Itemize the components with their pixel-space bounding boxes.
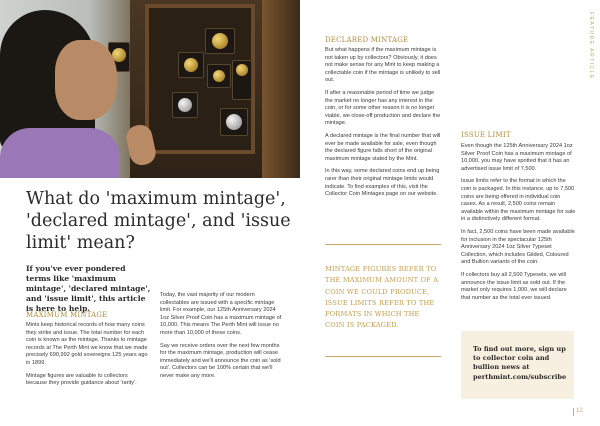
paragraph: Issue limits refer to the format in which the coin is packaged. In this instance, up to 7,500 coins are being offered in individual coin cases. As a result, 2,500 coins remain available within the maximum mintage for sale in a distinctively different format. (461, 178, 576, 223)
column-1 (26, 322, 148, 393)
section-heading-issue-limit: ISSUE LIMIT (461, 131, 511, 139)
article-intro: If you've ever pondered terms like 'maximum mintage', 'declared mintage', and 'issue limit', this article is here to help. (26, 264, 151, 313)
silver-coin (226, 114, 242, 130)
pull-quote: MINTAGE FIGURES REFER TO THE MAXIMUM AMOUNT OF A COIN WE COULD PRODUCE, ISSUE LIMITS REFER TO THE FORMATS IN WHICH THE COIN IS PACKAGED. (325, 265, 439, 330)
gold-coin (184, 58, 198, 72)
paragraph: If after a reasonable period of time we judge the market no longer has any interest in the coin, or for some other reason it is no longer viable, we close-off production and declare the mintage. (325, 89, 441, 127)
section-heading-declared-mintage: DECLARED MINTAGE (325, 36, 409, 44)
paragraph: Even though the 125th Anniversary 2024 1oz Silver Proof Coin has a maximum mintage of 10,000, you may have spotted that it has an advertised issue limit of 7,500. (461, 143, 573, 172)
gold-coin (236, 64, 248, 76)
paragraph: In this way, some declared coins end up being rarer than their original mintage limits would indicate. To find examples of this, visit the Collector Coin Mintages page on our website. (325, 168, 440, 198)
hero-photo (0, 0, 300, 178)
paragraph: Mintage figures are valuable to collectors because they provide guidance about 'rarity'. (26, 372, 137, 387)
column-3 (325, 47, 443, 204)
cta-text: To find out more, sign up to collector coin and bullion news at perthmint.com/subscribe (473, 345, 567, 381)
pull-quote-rule-bottom (325, 356, 441, 357)
cabinet-side (262, 0, 300, 178)
paragraph: Today, the vast majority of our modern collectables are issued with a specific mintage limit. For example, our 125th Anniversary 2024 1oz Silver Proof Coin has a maximum mintage of 10,000. This means The Perth Mint will issue no more than 10,000 of these coins. (160, 292, 282, 336)
paragraph: A declared mintage is the final number that will ever be made available for sale, even though the declared figure falls short of the original maximum mintage stated by the Mint. (325, 132, 441, 162)
paragraph: But what happens if the maximum mintage is not taken up by collectors? Obviously, it does not make sense for any Mint to keep making a collectable coin if the mintage is unlikely to sell out. (325, 47, 441, 84)
woman-shirt (0, 128, 120, 178)
section-label: FEATURE ARTICLE (588, 12, 594, 80)
gold-coin (212, 33, 228, 49)
gold-coin (213, 70, 225, 82)
page-number-divider (573, 408, 574, 416)
silver-coin (178, 98, 192, 112)
paragraph: Say we receive orders over the next few months for the maximum mintage, production will cease immediately and we'll announce the coin as 'sold out'. Collectors can be 100% certain that we'll never make any more. (160, 342, 281, 379)
column-4 (461, 143, 576, 307)
article-headline: What do 'maximum mintage', 'declared mintage', and 'issue limit' mean? (26, 189, 291, 253)
page-number: 12 (576, 408, 583, 414)
woman-face (55, 40, 117, 120)
paragraph: If collectors buy all 2,500 Typesets, we will announce the issue limit as sold out. If the market only requires 1,000, we will declare that number as the total ever issued. (461, 271, 567, 301)
pull-quote-rule-top (325, 244, 441, 245)
section-heading-maximum-mintage: MAXIMUM MINTAGE (26, 311, 108, 319)
paragraph: In fact, 2,500 coins have been made available for inclusion in the spectacular 125th Anniversary 2024 1oz Silver Typeset Collection, which includes Gilded, Coloured and Bullion variants of the coin. (461, 228, 575, 266)
column-2 (160, 292, 284, 386)
paragraph: Mints keep historical records of how many coins they strike and issue. The total number for each coin is known as the mintage. Thanks to mintage records at The Perth Mint we know that we made precisely 690,992 gold sovereigns 125 years ago in 1899. (26, 322, 148, 366)
